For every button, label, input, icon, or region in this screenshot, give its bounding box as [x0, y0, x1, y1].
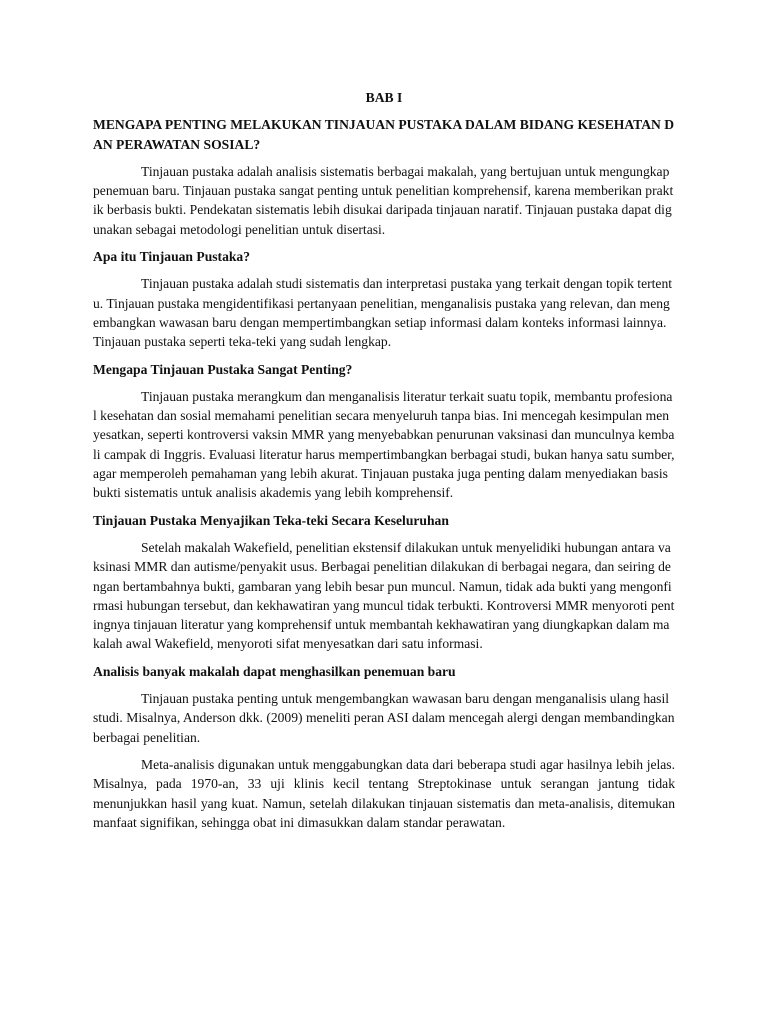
section-heading-analisis: Analisis banyak makalah dapat menghasilkan penemuan baru	[93, 663, 456, 679]
section-paragraph: Meta-analisis digunakan untuk menggabungkan data dari beberapa studi agar hasilnya lebih jelas. Misalnya, pada 1970-an, 33 uji klinis kecil tentang Streptokinase untuk serangan jantung tidak menunjukkan hasil yang kuat. Namun, setelah dilakukan tinjauan sistematis dan meta-analisis, ditemukan manfaat signifikan, sehingga obat ini dimasukkan dalam standar perawatan.	[93, 756, 675, 830]
section-paragraph: Tinjauan pustaka adalah studi sistematis dan interpretasi pustaka yang terkait dengan topik tertentu. Tinjauan pustaka mengidentifikasi pertanyaan penelitian, menganalisis pustaka yang relevan, dan mengembangkan wawasan baru dengan mempertimbangkan setiap informasi dalam konteks informasi lainnya. Tinjauan pustaka seperti teka-teki yang sudah lengkap.	[93, 276, 673, 350]
section-paragraph: Setelah makalah Wakefield, penelitian ekstensif dilakukan untuk menyelidiki hubungan antara vaksinasi MMR dan autisme/penyakit usus. Berbagai penelitian dilakukan di berbagai negara, dan seiring dengan bertambahnya bukti, gambaran yang lebih besar pun muncul. Namun, tidak ada bukti yang mengonfirmasi hubungan tersebut, dan kekhawatiran yang muncul tidak terbukti. Kontroversi MMR menyoroti pentingnya tinjauan literatur yang komprehensif untuk membantah kekhawatiran yang diungkapkan dalam makalah awal Wakefield, menyoroti sifat menyesatkan dari satu informasi.	[93, 539, 675, 652]
section-heading-apa-itu: Apa itu Tinjauan Pustaka?	[93, 249, 251, 265]
section-heading-teka-teki: Tinjauan Pustaka Menyajikan Teka-teki Secara Keseluruhan	[93, 512, 449, 528]
intro-paragraph: Tinjauan pustaka adalah analisis sistematis berbagai makalah, yang bertujuan untuk mengungkap penemuan baru. Tinjauan pustaka sangat penting untuk penelitian komprehensif, karena memberikan praktik berbasis bukti. Pendekatan sistematis lebih disukai daripada tinjauan naratif. Tinjauan pustaka dapat digunakan sebagai metodologi penelitian untuk disertasi.	[93, 163, 674, 237]
section-paragraph: Tinjauan pustaka merangkum dan menganalisis literatur terkait suatu topik, membantu profesional kesehatan dan sosial memahami penelitian secara menyeluruh tanpa bias. Ini mencegah kesimpulan menyesatkan, seperti kontroversi vaksin MMR yang menyebabkan penurunan vaksinasi dan munculnya kembali campak di Inggris. Evaluasi literatur harus mempertimbangkan berbagai studi, bukan hanya satu sumber, agar memperoleh pemahaman yang lebih akurat. Tinjauan pustaka juga penting dalam menyediakan basis bukti sistematis untuk analisis akademis yang lebih komprehensif.	[93, 388, 675, 501]
chapter-label: BAB I	[365, 90, 403, 105]
section-heading-mengapa-penting: Mengapa Tinjauan Pustaka Sangat Penting?	[93, 361, 353, 377]
section-paragraph: Tinjauan pustaka penting untuk mengembangkan wawasan baru dengan menganalisis ulang hasil studi. Misalnya, Anderson dkk. (2009) meneliti peran ASI dalam mencegah alergi dengan membandingkan berbagai penelitian.	[93, 691, 675, 745]
document-page	[93, 88, 675, 840]
page-title: MENGAPA PENTING MELAKUKAN TINJAUAN PUSTAKA DALAM BIDANG KESEHATAN DAN PERAWATAN SOSIAL?	[93, 117, 675, 152]
